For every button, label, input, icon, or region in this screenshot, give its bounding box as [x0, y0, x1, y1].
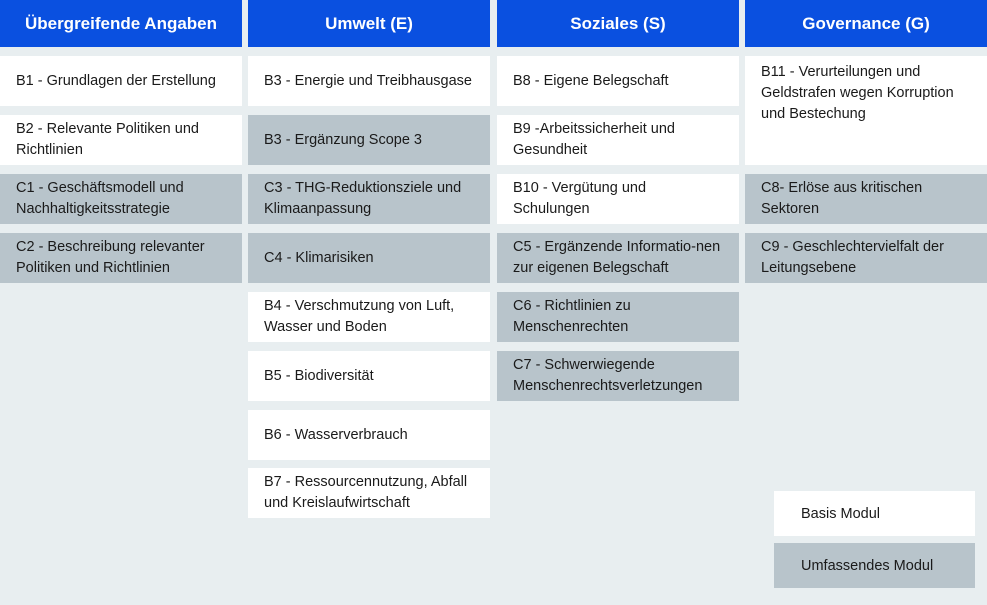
legend-umfassend: Umfassendes Modul: [774, 543, 975, 588]
module-cell: C8- Erlöse aus kritischen Sektoren: [745, 174, 987, 224]
module-cell: B5 - Biodiversität: [248, 351, 490, 401]
module-cell: C1 - Geschäftsmodell und Nachhaltigkeitsstrategie: [0, 174, 242, 224]
module-cell: C7 - Schwerwiegende Menschenrechtsverletzungen: [497, 351, 739, 401]
module-cell: B10 - Vergütung und Schulungen: [497, 174, 739, 224]
module-cell: B4 - Verschmutzung von Luft, Wasser und Boden: [248, 292, 490, 342]
legend-basis: Basis Modul: [774, 491, 975, 536]
module-cell: B3 - Energie und Treibhausgase: [248, 56, 490, 106]
column-header: Governance (G): [745, 0, 987, 47]
module-cell: B7 - Ressourcennutzung, Abfall und Kreislaufwirtschaft: [248, 468, 490, 518]
column-header: Umwelt (E): [248, 0, 490, 47]
module-cell: C4 - Klimarisiken: [248, 233, 490, 283]
module-cell: B8 - Eigene Belegschaft: [497, 56, 739, 106]
module-cell: C2 - Beschreibung relevanter Politiken und Richtlinien: [0, 233, 242, 283]
column-header: Übergreifende Angaben: [0, 0, 242, 47]
module-cell: B1 - Grundlagen der Erstellung: [0, 56, 242, 106]
module-cell: B9 -Arbeitssicherheit und Gesundheit: [497, 115, 739, 165]
module-cell: B11 - Verurteilungen und Geldstrafen wegen Korruption und Bestechung: [745, 56, 987, 165]
column-header: Soziales (S): [497, 0, 739, 47]
module-cell: B6 - Wasserverbrauch: [248, 410, 490, 460]
module-cell: B3 - Ergänzung Scope 3: [248, 115, 490, 165]
module-cell: C6 - Richtlinien zu Menschenrechten: [497, 292, 739, 342]
module-cell: B2 - Relevante Politiken und Richtlinien: [0, 115, 242, 165]
module-cell: C9 - Geschlechtervielfalt der Leitungsebene: [745, 233, 987, 283]
module-cell: C3 - THG-Reduktionsziele und Klimaanpassung: [248, 174, 490, 224]
module-cell: C5 - Ergänzende Informatio-nen zur eigenen Belegschaft: [497, 233, 739, 283]
